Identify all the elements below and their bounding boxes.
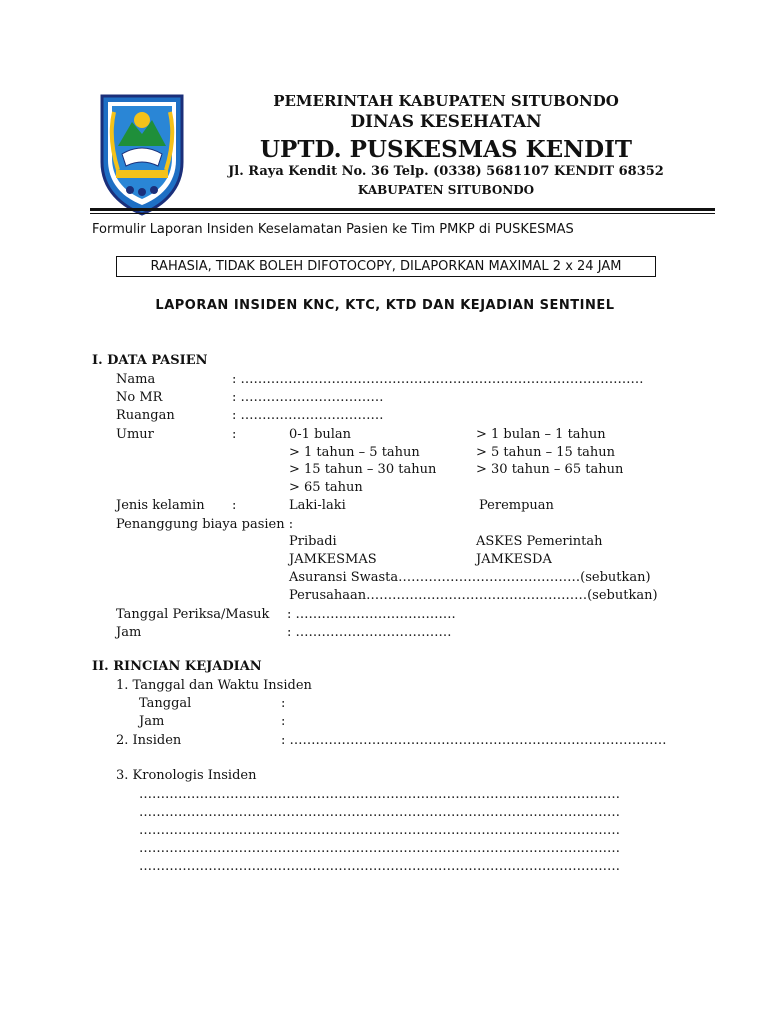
umur-option[interactable]: > 5 tahun – 15 tahun (476, 445, 616, 460)
nama-field[interactable]: : ………………………………………………………………………………… (232, 372, 644, 387)
item-tanggal-waktu-insiden: 1. Tanggal dan Waktu Insiden (116, 678, 312, 693)
form-subtitle: Formulir Laporan Insiden Keselamatan Pasien ke Tim PMKP di PUSKESMAS (92, 222, 574, 237)
jenis-kelamin-label: Jenis kelamin (116, 498, 205, 513)
biaya-option[interactable]: ASKES Pemerintah (476, 534, 603, 549)
asuransi-swasta-field[interactable]: Asuransi Swasta……………………………………(sebutkan) (289, 570, 651, 585)
biaya-option[interactable]: Pribadi (289, 534, 337, 549)
umur-option[interactable]: > 65 tahun (289, 480, 363, 495)
umur-option[interactable]: > 15 tahun – 30 tahun (289, 462, 437, 477)
ruangan-label: Ruangan (116, 408, 175, 423)
tanggal-periksa-field[interactable]: : ………………………………. (287, 607, 456, 622)
ruangan-field[interactable]: : …………………………… (232, 408, 384, 423)
jam-label: Jam (116, 625, 142, 640)
insiden-jam-label: Jam (139, 714, 165, 729)
biaya-option[interactable]: JAMKESDA (476, 552, 552, 567)
item-insiden-label: 2. Insiden (116, 733, 182, 748)
umur-option[interactable]: > 30 tahun – 65 tahun (476, 462, 624, 477)
item-kronologis-label: 3. Kronologis Insiden (116, 768, 257, 783)
report-title: LAPORAN INSIDEN KNC, KTC, KTD DAN KEJADIAN SENTINEL (155, 298, 615, 313)
penanggung-biaya-label: Penanggung biaya pasien : (116, 517, 294, 532)
umur-option[interactable]: 0-1 bulan (289, 427, 352, 442)
letterhead-rule-thick (90, 208, 715, 211)
jenis-kelamin-option[interactable]: Perempuan (479, 498, 554, 513)
kronologis-line[interactable]: ………………………………………………………………………………………………… (139, 841, 620, 856)
insiden-field[interactable]: : …………………………………………………………………………… (281, 733, 667, 748)
section-heading-rincian-kejadian: II. RINCIAN KEJADIAN (92, 659, 262, 674)
insiden-jam-field[interactable]: : (281, 714, 286, 729)
biaya-option[interactable]: JAMKESMAS (289, 552, 377, 567)
jenis-kelamin-option[interactable]: Laki-laki (289, 498, 346, 513)
insiden-tanggal-field[interactable]: : (281, 696, 286, 711)
header-address: Jl. Raya Kendit No. 36 Telp. (0338) 5681107 KENDIT 68352 (228, 164, 664, 179)
header-institution: UPTD. PUSKESMAS KENDIT (260, 136, 632, 163)
header-regency: KABUPATEN SITUBONDO (357, 183, 535, 197)
perusahaan-field[interactable]: Perusahaan……………………………………………(sebutkan) (289, 588, 658, 603)
kronologis-line[interactable]: ………………………………………………………………………………………………… (139, 859, 620, 874)
umur-option[interactable]: > 1 tahun – 5 tahun (289, 445, 420, 460)
letterhead-rule-thin (90, 213, 715, 214)
umur-colon: : (232, 427, 237, 442)
header-department: DINAS KESEHATAN (350, 112, 542, 132)
section-heading-data-pasien: I. DATA PASIEN (92, 353, 208, 368)
umur-option[interactable]: > 1 bulan – 1 tahun (476, 427, 606, 442)
kronologis-line[interactable]: ………………………………………………………………………………………………… (139, 805, 620, 820)
jam-field[interactable]: : ……………………………… (287, 625, 452, 640)
confidential-notice: RAHASIA, TIDAK BOLEH DIFOTOCOPY, DILAPORKAN MAXIMAL 2 x 24 JAM (116, 256, 656, 277)
umur-label: Umur (116, 427, 154, 442)
header-government: PEMERINTAH KABUPATEN SITUBONDO (273, 92, 619, 110)
nomr-field[interactable]: : …………………………… (232, 390, 384, 405)
kronologis-line[interactable]: ………………………………………………………………………………………………… (139, 823, 620, 838)
nama-label: Nama (116, 372, 156, 387)
nomr-label: No MR (116, 390, 163, 405)
jenis-kelamin-colon: : (232, 498, 237, 513)
tanggal-periksa-label: Tanggal Periksa/Masuk (116, 607, 270, 622)
kronologis-line[interactable]: ………………………………………………………………………………………………… (139, 787, 620, 802)
kabupaten-situbondo-logo (96, 92, 188, 216)
insiden-tanggal-label: Tanggal (139, 696, 192, 711)
